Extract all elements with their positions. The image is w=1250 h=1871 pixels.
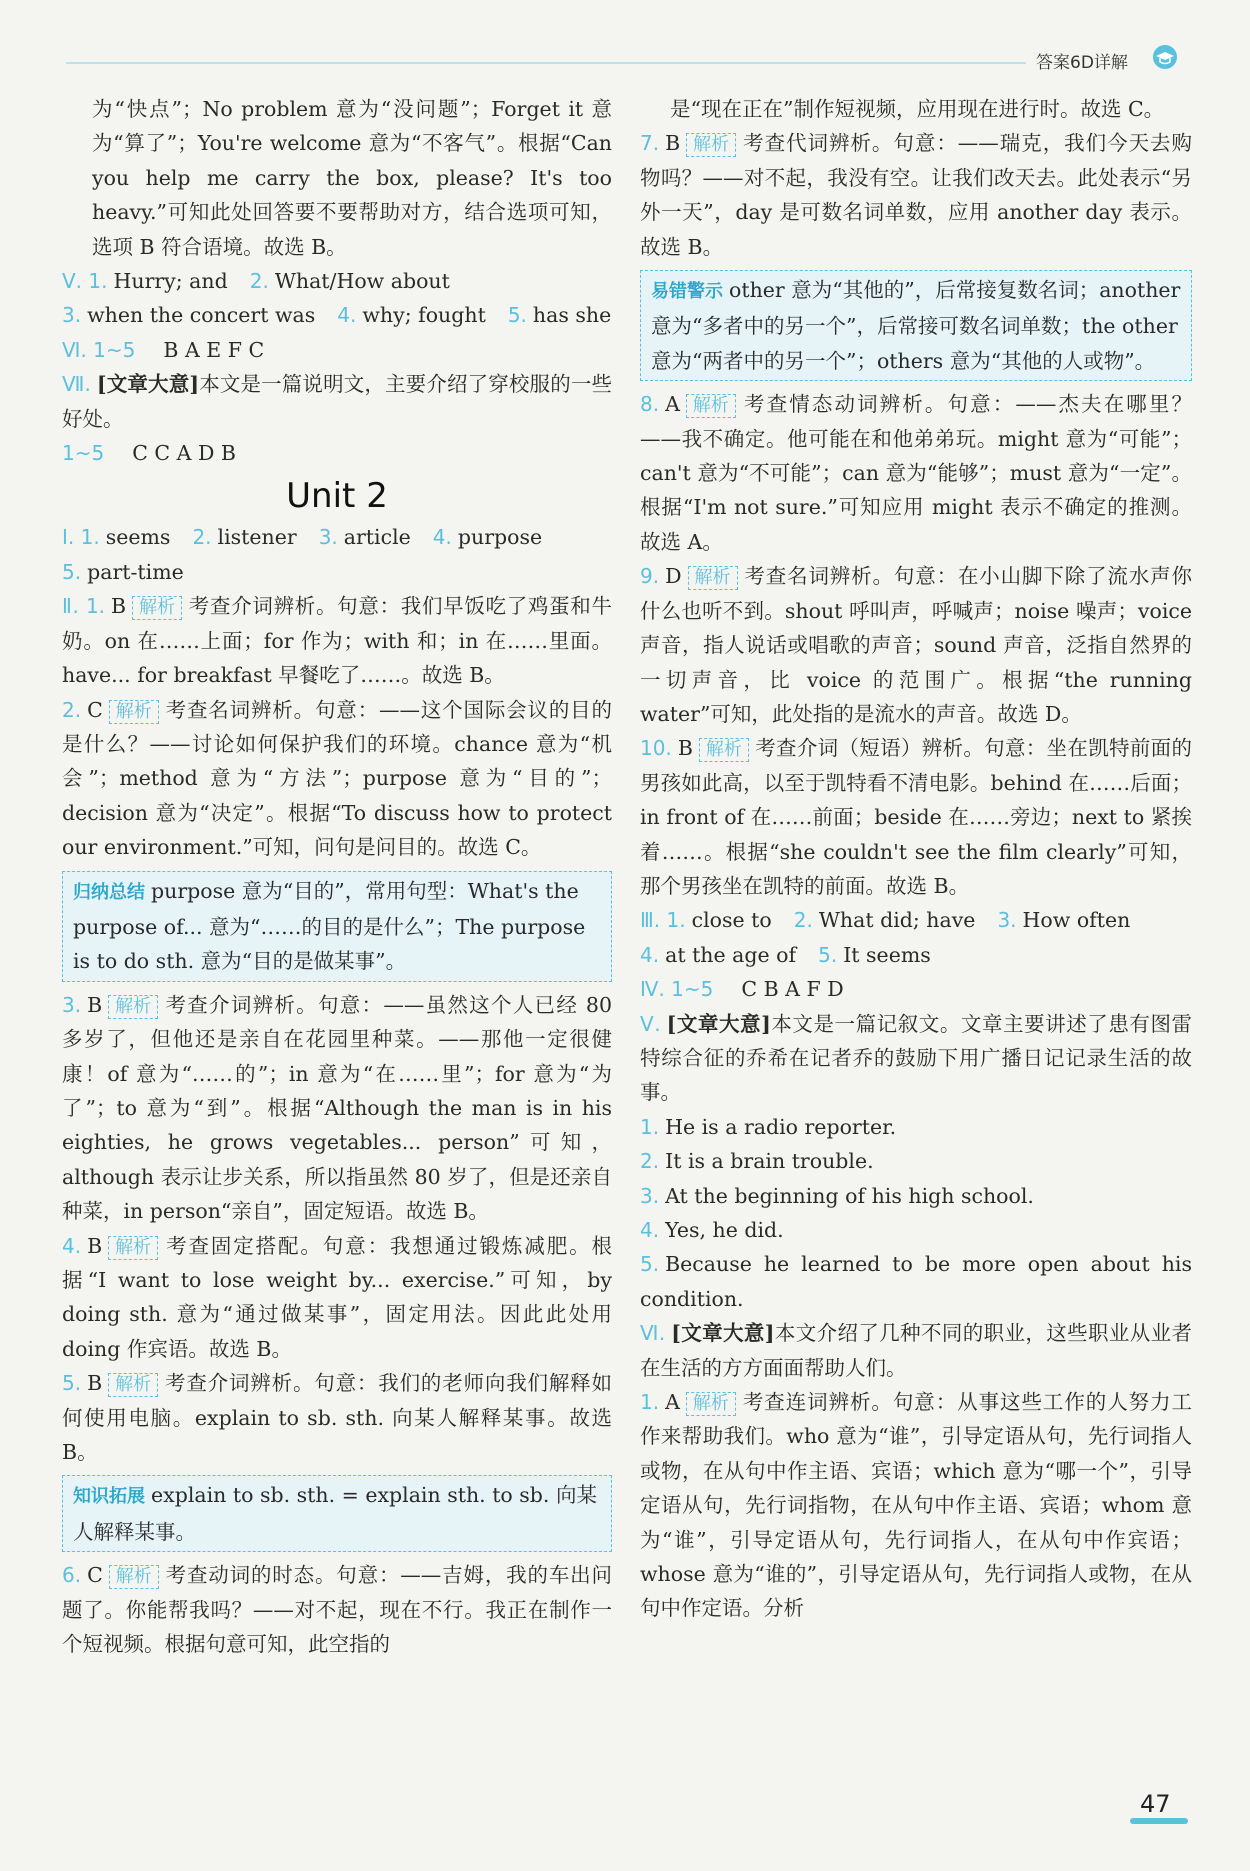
item-number: 2. <box>192 525 212 550</box>
answer-row <box>640 1247 1192 1316</box>
item-number: 7. <box>640 131 660 156</box>
item-number: 2. <box>249 269 269 294</box>
analysis-tag: 解析 <box>132 596 182 620</box>
answer-text: at the age of <box>665 942 797 967</box>
knowledge-box <box>62 1475 612 1552</box>
answer-text: 本文是一篇说明文，主要介绍了穿校服的一些好处。 <box>62 372 613 431</box>
answer-row <box>640 1316 1192 1385</box>
answer-paragraph: 是“现在正在”制作短视频，应用现在进行时。故选 C。 <box>670 97 1165 121</box>
explanation-text: 考查名词辨析。句意：在小山脚下除了流水声你什么也听不到。shout 呼叫声，呼喊声；noise 噪声；voice 声音，指人说话或唱歌的声音；sound 声音，泛指自然界的一切声音，比 voice 的范围广。根据“the running water”可知，此处指的是流水的声音。故选 D。 <box>640 564 1192 726</box>
answer-row <box>640 1144 1192 1178</box>
item-number: Ⅰ. 1. <box>62 525 100 550</box>
answer-text: He is a radio reporter. <box>665 1114 897 1139</box>
item-number: 4. <box>640 1218 660 1242</box>
explanation-item <box>62 1366 612 1469</box>
box-label: 知识拓展 <box>73 1486 145 1508</box>
item-number: 1. <box>640 1114 660 1139</box>
header-rule <box>66 62 1026 64</box>
answer-text: C C A D B <box>132 441 236 466</box>
analysis-tag: 解析 <box>109 1565 159 1589</box>
box-text: explain to sb. sth. = explain sth. to sb. 向某人解释某事。 <box>73 1483 597 1544</box>
answer-row <box>62 520 612 554</box>
answer-paragraph: 为“快点”；No problem 意为“没问题”；Forget it 意为“算了”；You're welcome 意为“不客气”。根据“Can you help me carry the box, please? It's too heavy.”可知此处回答要不要帮助对方，结合选项可知，选项 B 符合语境。故选 B。 <box>92 97 612 259</box>
answer-text: At the beginning of his high school. <box>665 1183 1034 1208</box>
left-column <box>62 92 612 1661</box>
explanation-text: 考查介词辨析。句意：——虽然这个人已经 80 多岁了，但他还是亲自在花园里种菜。——那他一定很健康！of 意为“……的”；in 意为“在……里”；for 意为“为了”；to 意为“到”。根据“Although the man is in his eighties, he grows vegetables... person”可知，although 表示让步关系，所以指虽然 80 岁了，但是还亲自种菜，in person“亲自”，固定短语。故选 B。 <box>62 992 612 1224</box>
box-text: purpose 意为“目的”，常用句型：What's the purpose of... 意为“……的目的是什么”；The purpose is to do sth. 意为“目的是做某事”。 <box>73 878 586 974</box>
section-tag: [文章大意] <box>671 1321 775 1346</box>
item-number: 4. <box>62 1233 82 1258</box>
item-number: Ⅶ. <box>62 372 91 397</box>
explanation-item <box>640 126 1192 264</box>
answer-letter: B <box>677 736 693 761</box>
answer-text: purpose <box>457 525 543 550</box>
item-number: 3. <box>318 525 338 550</box>
answer-text: 本文介绍了几种不同的职业，这些职业从业者在生活的方方面面帮助人们。 <box>640 1321 1192 1380</box>
explanation-item <box>62 589 612 692</box>
answer-letter: B <box>87 1371 103 1396</box>
analysis-tag: 解析 <box>699 738 749 762</box>
answer-row <box>640 1007 1192 1110</box>
answer-text: Hurry; and <box>113 269 228 294</box>
answer-text: What did; have <box>818 908 976 933</box>
explanation-text: 考查固定搭配。句意：我想通过锻炼减肥。根据“I want to lose weight by... exercise.”可知，by doing sth. 意为“通过做某事”，固定用法。因此此处用 doing 作宾语。故选 B。 <box>62 1233 612 1361</box>
explanation-text: 考查情态动词辨析。句意：——杰夫在哪里？——我不确定。他可能在和他弟弟玩。might 意为“可能”；can't 意为“不可能”；can 意为“能够”；must 意为“一定”。根据“I'm not sure.”可知应用 might 表示不确定的推测。故选 A。 <box>640 392 1192 554</box>
item-number: 2. <box>640 1149 660 1174</box>
item-number: 4. <box>432 525 452 550</box>
item-number: 5. <box>62 559 82 584</box>
answer-row <box>62 298 612 332</box>
answer-text: Yes, he did. <box>665 1218 784 1242</box>
explanation-text: 考查代词辨析。句意：——瑞克，我们今天去购物吗？——对不起，我没有空。让我们改天去。此处表示“另外一天”，day 是可数名词单数，应用 another day 表示。故选 B。 <box>640 131 1192 259</box>
item-number: 4. <box>337 303 357 328</box>
explanation-text: 考查动词的时态。句意：——吉姆，我的车出问题了。你能帮我吗？——对不起，现在不行。我正在制作一个短视频。根据句意可知，此空指的 <box>62 1563 612 1657</box>
section-tag: [文章大意] <box>96 372 200 397</box>
item-number: Ⅳ. 1~5 <box>640 977 714 1002</box>
item-number: 1. <box>640 1390 660 1415</box>
explanation-item <box>640 731 1192 903</box>
answer-text: listener <box>217 525 297 550</box>
warning-box <box>640 270 1192 381</box>
item-number: 5. <box>640 1252 660 1277</box>
answer-text: seems <box>105 525 171 550</box>
item-number: 1~5 <box>62 441 105 466</box>
item-number: Ⅲ. 1. <box>640 908 686 933</box>
analysis-tag: 解析 <box>686 133 736 157</box>
answer-text: has she <box>532 303 612 328</box>
box-text: other 意为“其他的”，后常接复数名词；another 意为“多者中的另一个”，后常接可数名词单数；the other 意为“两者中的另一个”；others 意为“其他的人或物”。 <box>651 278 1181 373</box>
section-tag: [文章大意] <box>666 1011 771 1036</box>
item-number: 5. <box>818 942 838 967</box>
explanation-text: 考查介词（短语）辨析。句意：坐在凯特前面的男孩如此高，以至于凯特看不清电影。behind 在……后面；in front of 在……前面；beside 在……旁边；next to 紧挨着……。根据“she couldn't see the film clearly”可知，那个男孩坐在凯特的前面。故选 B。 <box>640 736 1192 898</box>
answer-letter: C <box>87 697 103 722</box>
analysis-tag: 解析 <box>686 1392 736 1416</box>
answer-row <box>640 903 1192 937</box>
item-number: Ⅴ. 1. <box>62 269 108 294</box>
answer-row <box>62 555 612 589</box>
analysis-tag: 解析 <box>108 1373 158 1397</box>
item-number: 6. <box>62 1563 82 1588</box>
box-label: 易错警示 <box>651 281 723 303</box>
explanation-item <box>640 387 1192 559</box>
answer-row <box>62 264 612 298</box>
answer-text: It is a brain trouble. <box>665 1149 874 1174</box>
unit-title: Unit 2 <box>286 476 388 517</box>
answer-letter: A <box>665 392 680 417</box>
header-title: 答案6D详解 <box>1036 53 1128 73</box>
explanation-item <box>640 559 1192 731</box>
item-number: 3. <box>62 992 82 1017</box>
item-number: 5. <box>507 303 527 328</box>
answer-text: B A E F C <box>163 337 265 362</box>
answer-row <box>640 972 1192 1006</box>
answer-row <box>640 1179 1192 1213</box>
answer-letter: B <box>665 131 681 156</box>
answer-row <box>62 436 612 470</box>
answer-row <box>62 367 612 436</box>
item-number: 2. <box>62 697 82 722</box>
answer-text: How often <box>1022 908 1131 933</box>
explanation-item <box>62 988 612 1229</box>
explanation-item <box>62 693 612 865</box>
item-number: 9. <box>640 564 660 589</box>
box-label: 归纳总结 <box>73 881 145 903</box>
answer-row <box>640 1213 1192 1247</box>
answer-letter: B <box>87 992 103 1017</box>
answer-row <box>640 1110 1192 1144</box>
summary-box <box>62 871 612 982</box>
explanation-text: 考查介词辨析。句意：我们早饭吃了鸡蛋和牛奶。on 在……上面；for 作为；with 和；in 在……里面。have... for breakfast 早餐吃了……。故选 B。 <box>62 594 613 688</box>
explanation-item <box>62 1229 612 1367</box>
answer-text: C B A F D <box>741 977 844 1002</box>
answer-text: article <box>343 525 411 550</box>
answer-text: close to <box>691 908 772 933</box>
item-number: 5. <box>62 1371 82 1396</box>
item-number: 3. <box>997 908 1017 933</box>
page-number: 47 <box>1140 1790 1171 1818</box>
explanation-text: 考查连词辨析。句意：从事这些工作的人努力工作来帮助我们。who 意为“谁”，引导定语从句，先行词指人或物，在从句中作主语、宾语；which 意为“哪一个”，引导定语从句，先行词指物，在从句中作主语、宾语；whom 意为“谁”，引导定语从句，先行词指人，在从句中作宾语；whose 意为“谁的”，引导定语从句，先行词指人或物，在从句中作定语。分析 <box>640 1390 1192 1621</box>
item-number: Ⅱ. 1. <box>62 594 106 619</box>
answer-row <box>640 938 1192 972</box>
analysis-tag: 解析 <box>108 995 158 1019</box>
answer-text: It seems <box>843 942 931 967</box>
explanation-item <box>640 1385 1192 1626</box>
item-number: 3. <box>640 1183 660 1208</box>
analysis-tag: 解析 <box>109 700 159 724</box>
answer-row <box>62 333 612 367</box>
answer-letter: A <box>665 1390 680 1415</box>
answer-text: What/How about <box>274 269 450 294</box>
item-number: Ⅵ. 1~5 <box>62 337 136 362</box>
answer-text: why; fought <box>362 303 486 328</box>
explanation-text: 考查名词辨析。句意：——这个国际会议的目的是什么？——讨论如何保护我们的环境。chance 意为“机会”；method 意为“方法”；purpose 意为“目的”；decision 意为“决定”。根据“To discuss how to protect our environment.”可知，问句是问目的。故选 C。 <box>62 697 612 860</box>
answer-letter: B <box>87 1233 103 1258</box>
analysis-tag: 解析 <box>686 394 736 418</box>
item-number: Ⅵ. <box>640 1321 666 1346</box>
answer-text: when the concert was <box>87 303 316 328</box>
answer-letter: C <box>87 1563 103 1588</box>
item-number: 8. <box>640 392 660 417</box>
analysis-tag: 解析 <box>688 566 738 590</box>
item-number: 10. <box>640 736 672 761</box>
item-number: 4. <box>640 942 660 967</box>
answer-text: part-time <box>87 559 184 584</box>
right-column <box>640 92 1192 1626</box>
answer-text: 本文是一篇记叙文。文章主要讲述了患有图雷特综合征的乔希在记者乔的鼓励下用广播日记记录生活的故事。 <box>640 1011 1193 1105</box>
page-number-decoration <box>1130 1818 1188 1824</box>
answer-text: Because he learned to be more open about his condition. <box>640 1252 1192 1311</box>
graduation-cap-icon <box>1152 44 1178 70</box>
item-number: 3. <box>62 303 82 328</box>
item-number: 2. <box>793 908 813 933</box>
analysis-tag: 解析 <box>108 1236 158 1260</box>
explanation-text: 考查介词辨析。句意：我们的老师向我们解释如何使用电脑。explain to sb. sth. 向某人解释某事。故选 B。 <box>62 1371 612 1465</box>
answer-letter: B <box>111 594 127 619</box>
answer-letter: D <box>665 564 682 589</box>
item-number: Ⅴ. <box>640 1011 661 1036</box>
explanation-item <box>62 1558 612 1661</box>
